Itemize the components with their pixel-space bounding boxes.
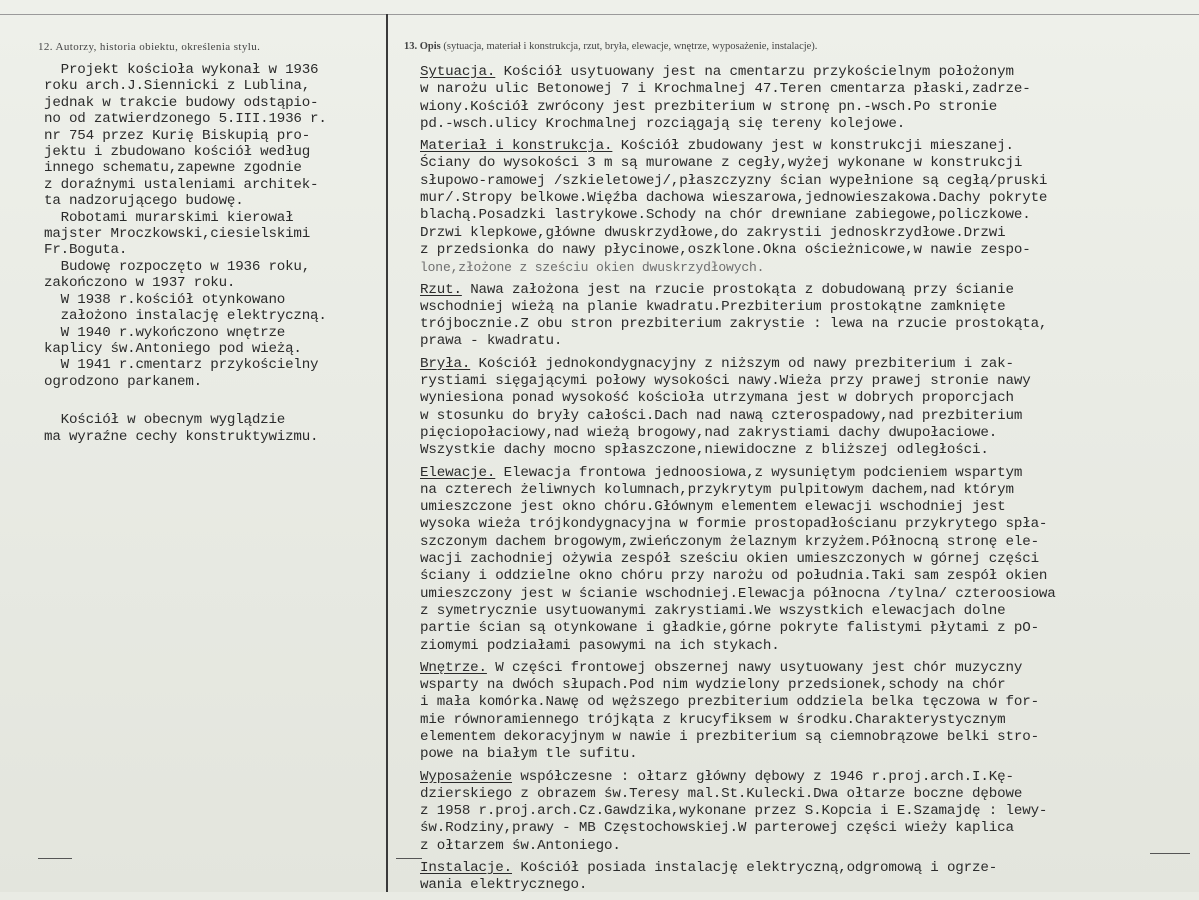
text-line: Ściany do wysokości 3 m są murowane z cegły,wyżej wykonane w konstrukcji <box>420 155 1023 172</box>
section-text: Nawa założona jest na rzucie prostokąta z dobudowaną przy ścianie <box>461 281 1014 298</box>
section-text: W części frontowej obszernej nawy usytuowany jest chór muzyczny <box>486 659 1023 676</box>
section-text: Kościół usytuowany jest na cmentarzu przykościelnym położonym <box>495 64 1014 80</box>
text-line: rystiami sięgającymi połowy wysokości nawy.Wieża przy prawej stronie nawy <box>420 373 1031 390</box>
text-line: z 1958 r.proj.arch.Cz.Gawdzika,wykonane przez S.Kopcia i E.Szamajdę : lewy- <box>420 803 1048 820</box>
right-heading <box>404 41 817 52</box>
section-text: Kościół posiada instalację elektryczną,odgromową i ogrze- <box>512 860 998 877</box>
section-title: Rzut. <box>420 281 462 298</box>
text-line: no od zatwierdzonego 5.III.1936 r. <box>44 111 327 128</box>
text-line: Fr.Boguta. <box>44 242 128 259</box>
text-line: i mała komórka.Nawę od węższego prezbiterium oddziela belka tęczowa w for- <box>420 694 1039 711</box>
paragraph-gap <box>44 390 384 412</box>
text-line: z ołtarzem św.Antoniego. <box>420 837 621 854</box>
text-line: kaplicy św.Antoniego pod wieżą. <box>44 340 302 357</box>
text-line: jednak w trakcie budowy odstąpio- <box>44 94 319 111</box>
text-line: wsparty na dwóch słupach.Pod nim wydzielony przedsionek,schody na chór <box>420 677 1006 694</box>
section-first-line <box>420 282 1192 299</box>
text-line: mur/.Stropy belkowe.Więźba dachowa wieszarowa,jednowieszakowa.Dachy pokryte <box>420 190 1048 207</box>
text-line: Budowę rozpoczęto w 1936 roku, <box>44 258 311 275</box>
text-line: W 1940 r.wykończono wnętrze <box>44 324 286 341</box>
history-paragraph <box>44 357 384 390</box>
text-line: wacji zachodniej ożywia zespół sześciu okien umieszczonych w górnej części <box>420 551 1039 568</box>
history-paragraph <box>44 259 384 292</box>
right-heading-number: 13. Opis <box>404 41 441 52</box>
description-section <box>420 860 1192 895</box>
section-first-line <box>420 769 1192 786</box>
text-line: prawa - kwadratu. <box>420 333 563 350</box>
text-line: umieszczony jest w ścianie wschodniej.Elewacja północna /tylna/ czteroosiowa <box>420 585 1056 602</box>
text-line: nr 754 przez Kurię Biskupią pro- <box>44 127 311 144</box>
section-text: Kościół zbudowany jest w konstrukcji mieszanej. <box>612 138 1014 155</box>
text-line: z przedsionka do nawy płycinowe,oszklone.Okna ościeżnicowe,w nawie zespo- <box>420 241 1031 258</box>
section-text: współczesne : ołtarz główny dębowy z 1946 r.proj.arch.I.Kę- <box>512 768 1014 785</box>
text-line: Projekt kościoła wykonał w 1936 <box>44 62 319 78</box>
section-first-line <box>420 465 1192 482</box>
history-paragraph <box>44 325 384 358</box>
history-column <box>44 62 384 445</box>
right-heading-rest: (sytuacja, materiał i konstrukcja, rzut, bryła, elewacje, wnętrze, wyposażenie, instalacje). <box>440 41 818 52</box>
text-line: Drzwi klepkowe,główne dwuskrzydłowe,do zakrystii jednoskrzydłowe.Drzwi <box>420 224 1006 241</box>
section-text: Kościół jednokondygnacyjny z niższym od nawy prezbiterium i zak- <box>470 355 1014 372</box>
section-title: Bryła. <box>420 355 471 372</box>
text-line: partie ścian są otynkowane i gładkie,górne pokryte falistymi płytami z pO- <box>420 620 1039 637</box>
section-first-line <box>420 138 1192 155</box>
description-section <box>420 138 1192 276</box>
tick-mark <box>38 858 72 859</box>
style-summary <box>44 412 384 445</box>
text-line: na czterech żeliwnych kolumnach,przykrytym pulpitowym dachem,nad którym <box>420 481 1014 498</box>
description-section <box>420 64 1192 133</box>
text-line: W 1938 r.kościół otynkowano <box>44 291 286 308</box>
section-first-line <box>420 860 1192 877</box>
column-divider <box>386 14 388 892</box>
history-paragraph <box>44 62 384 210</box>
section-title: Wyposażenie <box>420 768 513 785</box>
text-line: wiony.Kościół zwrócony jest prezbiterium w stronę pn.-wsch.Po stronie <box>420 98 998 115</box>
text-line: trójbocznie.Z obu stron prezbiterium zakrystie : lewa na rzucie prostokąta, <box>420 316 1048 333</box>
text-line: majster Mroczkowski,ciesielskimi <box>44 226 311 243</box>
text-line: blachą.Posadzki lastrykowe.Schody na chór drewniane zabiegowe,policzkowe. <box>420 207 1031 224</box>
section-first-line <box>420 356 1192 373</box>
text-line: roku arch.J.Siennicki z Lublina, <box>44 78 311 95</box>
text-line: lone,złożone z sześciu okien dwuskrzydłowych. <box>420 260 765 276</box>
text-line: Kościół w obecnym wyglądzie <box>44 412 286 429</box>
tick-mark <box>396 858 422 859</box>
text-line: pd.-wsch.ulicy Krochmalnej rozciągają się tereny kolejowe. <box>420 115 906 132</box>
section-title: Instalacje. <box>420 860 513 877</box>
section-first-line <box>420 64 1192 81</box>
section-title: Sytuacja. <box>420 64 496 80</box>
left-heading: 12. Autorzy, historia obiektu, określenia stylu. <box>38 41 261 53</box>
text-line: szczonym dachem brogowym,zwieńczonym żelaznym krzyżem.Północną stronę ele- <box>420 533 1039 550</box>
text-line: z symetrycznie usytuowanymi zakrystiami.We wszystkich elewacjach dolne <box>420 602 1006 619</box>
text-line: w narożu ulic Betonowej 7 i Krochmalnej 47.Teren cmentarza płaski,zadrze- <box>420 81 1031 98</box>
text-line: W 1941 r.cmentarz przykościelny <box>44 357 319 374</box>
text-line: umieszczone jest okno chóru.Głównym elementem elewacji wschodniej jest <box>420 499 1006 516</box>
text-line: wysoka wieża trójkondygnacyjna w formie prostopadłościanu przykrytego spła- <box>420 516 1048 533</box>
text-line: ma wyraźne cechy konstruktywizmu. <box>44 428 319 445</box>
section-title: Elewacje. <box>420 464 496 481</box>
description-section <box>420 769 1192 855</box>
text-line: zakończono w 1937 roku. <box>44 275 236 292</box>
description-section <box>420 356 1192 460</box>
text-line: dzierskiego z obrazem św.Teresy mal.St.Kulecki.Dwa ołtarze boczne dębowe <box>420 785 1023 802</box>
text-line: pięciopołaciowy,nad wieżą brogowy,nad zakrystiami dachy dwupołaciowe. <box>420 424 998 441</box>
text-line: słupowo-ramowej /szkieletowej/,płaszczyzny ścian wypełnione są cegłą/pruski <box>420 172 1048 189</box>
description-section <box>420 465 1192 655</box>
top-border <box>0 14 1199 15</box>
text-line: wschodniej wieżą na planie kwadratu.Prezbiterium prostokątne zamknięte <box>420 298 1006 315</box>
text-line: mie równoramiennego trójkąta z krucyfiksem w środku.Charakterystycznym <box>420 711 1006 728</box>
description-column <box>420 64 1192 900</box>
text-line: ściany i oddzielne okno chóru przy narożu od południa.Taki sam zespół okien <box>420 568 1048 585</box>
text-line: wania elektrycznego. <box>420 877 588 894</box>
text-line: innego schematu,zapewne zgodnie <box>44 160 302 177</box>
text-line: elementem dekoracyjnym w nawie i prezbiterium są ciemnobrązowe belki stro- <box>420 728 1039 745</box>
text-line: wyniesiona ponad wysokość kościoła utrzymana jest w dobrych proporcjach <box>420 390 1014 407</box>
text-line: ogrodzono parkanem. <box>44 373 202 390</box>
section-title: Wnętrze. <box>420 659 487 676</box>
text-line: Wszystkie dachy mocno spłaszczone,niewidoczne z bliższej odległości. <box>420 442 989 459</box>
text-line: św.Rodziny,prawy - MB Częstochowskiej.W parterowej części wieży kaplica <box>420 820 1014 837</box>
text-line: Robotami murarskimi kierował <box>44 209 294 226</box>
text-line: ta nadzorującego budowę. <box>44 193 244 210</box>
section-title: Materiał i konstrukcja. <box>420 138 613 155</box>
description-section <box>420 282 1192 351</box>
text-line: jektu i zbudowano kościół według <box>44 144 311 161</box>
section-text: Elewacja frontowa jednoosiowa,z wysuniętym podcieniem wspartym <box>495 464 1023 481</box>
text-line: z doraźnymi ustaleniami architek- <box>44 176 319 193</box>
history-paragraph <box>44 210 384 259</box>
text-line: założono instalację elektryczną. <box>44 308 327 325</box>
text-line: w stosunku do bryły całości.Dach nad nawą czterospadowy,nad prezbiterium <box>420 407 1023 424</box>
section-first-line <box>420 660 1192 677</box>
text-line: powe na białym tle sufitu. <box>420 746 638 763</box>
description-section <box>420 660 1192 764</box>
history-paragraph <box>44 292 384 325</box>
text-line: ziomymi podziałami pasowymi na ich stykach. <box>420 637 780 654</box>
